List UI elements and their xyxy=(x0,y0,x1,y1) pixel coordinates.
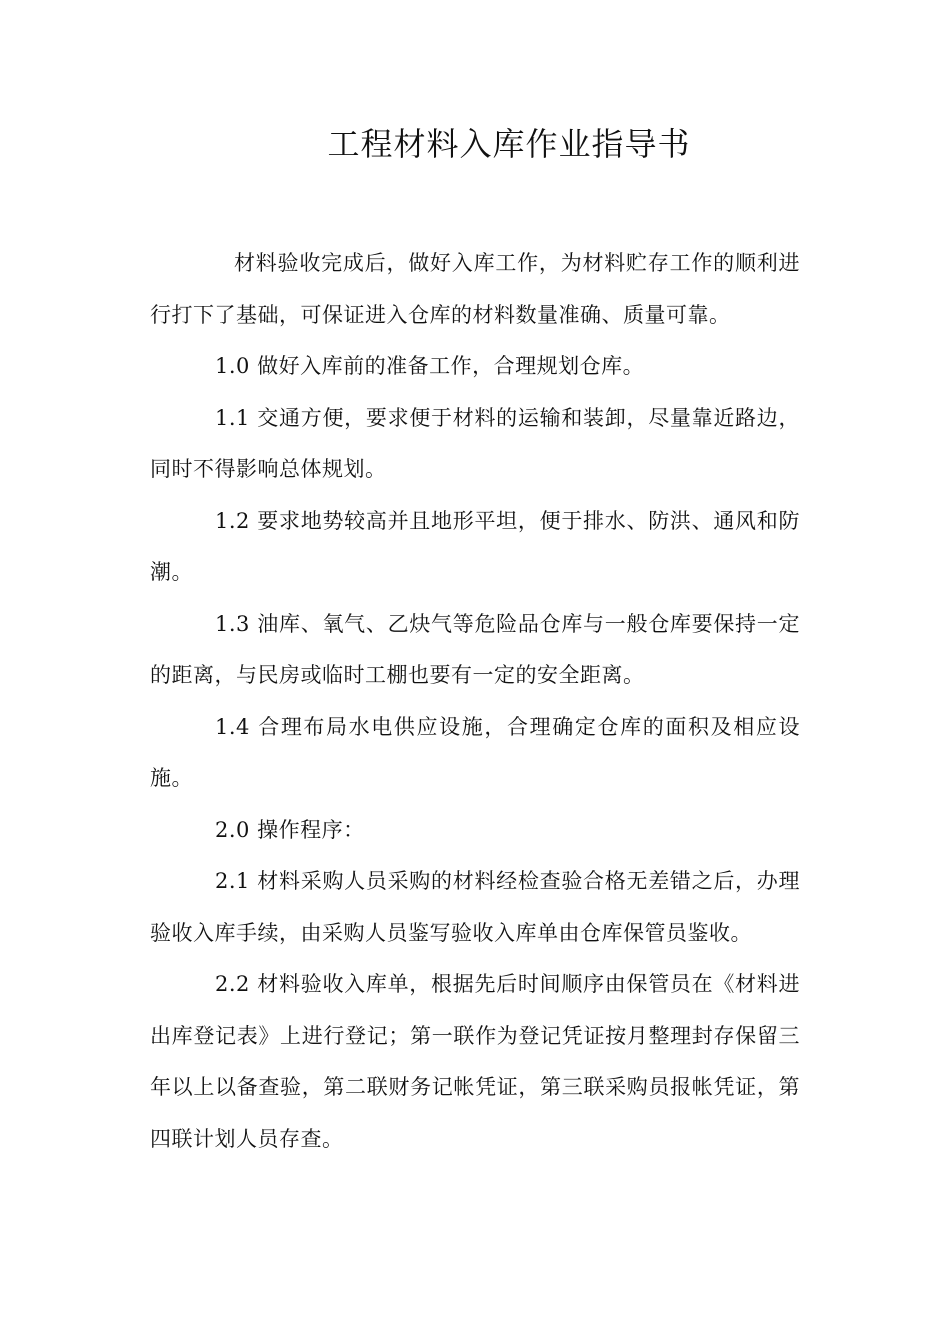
document-body xyxy=(150,238,800,1165)
document-title: 工程材料入库作业指导书 xyxy=(327,125,691,163)
section-1-4: 1.4 合理布局水电供应设施，合理确定仓库的面积及相应设施。 xyxy=(150,714,800,790)
section-1-0: 1.0 做好入库前的准备工作，合理规划仓库。 xyxy=(215,354,645,378)
section-2-1: 2.1 材料采购人员采购的材料经检查验合格无差错之后，办理验收入库手续，由采购人员鉴写验收入库单由仓库保管员鉴收。 xyxy=(150,869,800,945)
section-2-2: 2.2 材料验收入库单，根据先后时间顺序由保管员在《材料进出库登记表》上进行登记；第一联作为登记凭证按月整理封存保留三年以上以备查验，第二联财务记帐凭证，第三联采购员报帐凭证，第四联计划人员存查。 xyxy=(150,972,800,1151)
intro-paragraph: 材料验收完成后，做好入库工作，为材料贮存工作的顺利进行打下了基础，可保证进入仓库的材料数量准确、质量可靠。 xyxy=(150,251,800,327)
section-1-2: 1.2 要求地势较高并且地形平坦，便于排水、防洪、通风和防潮。 xyxy=(150,508,800,584)
section-1-1: 1.1 交通方便，要求便于材料的运输和装卸，尽量靠近路边，同时不得影响总体规划。 xyxy=(150,405,800,481)
section-1-3: 1.3 油库、氧气、乙炔气等危险品仓库与一般仓库要保持一定的距离，与民房或临时工棚也要有一定的安全距离。 xyxy=(150,611,800,687)
section-2-0: 2.0 操作程序： xyxy=(215,817,365,842)
